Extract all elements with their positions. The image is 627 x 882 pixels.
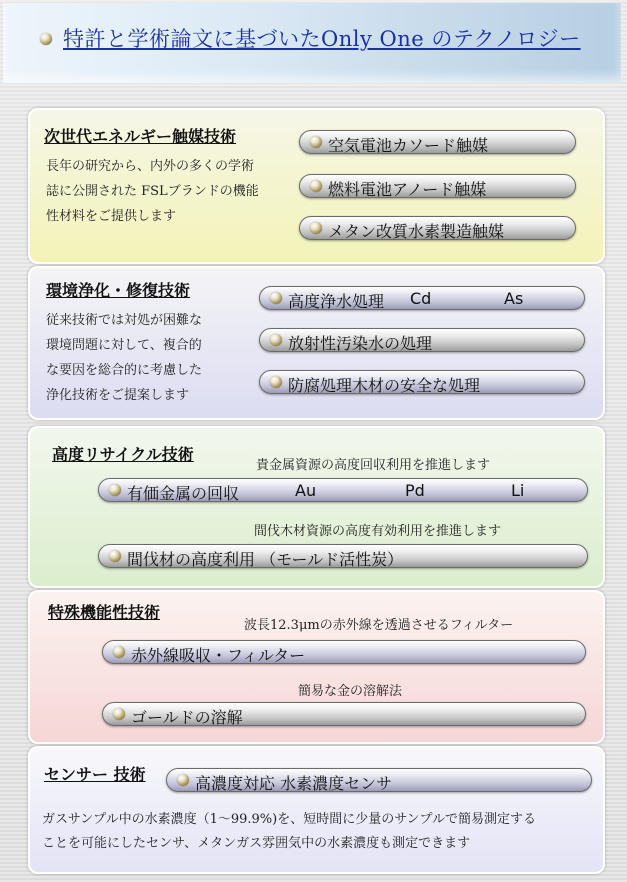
water-treatment-button[interactable]: 高度浄水処理 Cd As — [259, 286, 585, 310]
element-label: As — [504, 289, 524, 308]
bullet-icon — [109, 484, 121, 496]
bullet-icon — [113, 646, 125, 658]
recycle-panel — [28, 426, 605, 588]
banner-title-link[interactable]: 特許と学術論文に基づいたOnly One のテクノロジー — [63, 27, 581, 51]
bullet-icon — [310, 136, 322, 148]
hydrogen-sensor-button[interactable]: 高濃度対応 水素濃度センサ — [166, 768, 592, 792]
bullet-icon — [270, 292, 282, 304]
bullet-icon — [310, 180, 322, 192]
section-title: 環境浄化・修復技術 — [46, 281, 191, 300]
element-label: Li — [511, 481, 525, 500]
bullet-icon — [177, 774, 189, 786]
bullet-icon — [270, 376, 282, 388]
bullet-icon — [270, 334, 282, 346]
section-caption: 貴金属資源の高度回収利用を推進します — [256, 458, 491, 473]
section-title: センサー 技術 — [44, 765, 146, 784]
methane-reforming-button[interactable]: メタン改質水素製造触媒 — [299, 216, 576, 240]
section-description: 従来技術では対処が困難な 環境問題に対して、複合的 な要因を総合的に考慮した 浄化技術をご提案します — [46, 313, 203, 403]
section-description: ガスサンプル中の水素濃度（1〜99.9%)を、短時間に少量のサンプルで簡易測定する ことを可能にしたセンサ、メタンガス雰囲気中の水素濃度も測定できます — [42, 812, 537, 851]
environment-panel — [28, 266, 605, 420]
contaminated-water-button[interactable]: 放射性汚染水の処理 — [259, 328, 585, 352]
energy-catalyst-panel — [28, 108, 605, 264]
functional-tech-panel — [28, 590, 605, 744]
treated-wood-button[interactable]: 防腐処理木材の安全な処理 — [259, 370, 585, 394]
element-label: Cd — [410, 289, 432, 308]
bullet-icon — [310, 222, 322, 234]
gold-dissolution-button[interactable]: ゴールドの溶解 — [102, 702, 586, 726]
air-battery-cathode-button[interactable]: 空気電池カソード触媒 — [299, 130, 576, 154]
section-title: 次世代エネルギー触媒技術 — [44, 127, 237, 146]
section-caption: 間伐木材資源の高度有効利用を推進します — [254, 524, 502, 539]
bullet-icon — [113, 708, 125, 720]
infrared-filter-button[interactable]: 赤外線吸収・フィルター — [102, 640, 586, 664]
bullet-icon — [40, 30, 52, 49]
fuel-cell-anode-button[interactable]: 燃料電池アノード触媒 — [299, 174, 576, 198]
valuable-metal-recovery-button[interactable]: 有価金属の回収 Au Pd Li — [98, 478, 588, 502]
section-title: 特殊機能性技術 — [48, 603, 161, 622]
section-description: 長年の研究から、内外の多くの学術 誌に公開された FSLブランドの機能 性材料をご提供します — [46, 159, 259, 224]
section-caption: 簡易な金の溶解法 — [298, 684, 403, 699]
section-title: 高度リサイクル技術 — [52, 445, 194, 464]
header-banner — [3, 3, 621, 83]
thinned-wood-button[interactable]: 間伐材の高度利用 （モールド活性炭） — [98, 544, 588, 568]
bullet-icon — [109, 550, 121, 562]
element-label: Pd — [405, 481, 425, 500]
element-label: Au — [295, 481, 317, 500]
section-caption: 波長12.3μmの赤外線を透過させるフィルター — [244, 618, 514, 633]
sensor-panel — [28, 746, 605, 874]
